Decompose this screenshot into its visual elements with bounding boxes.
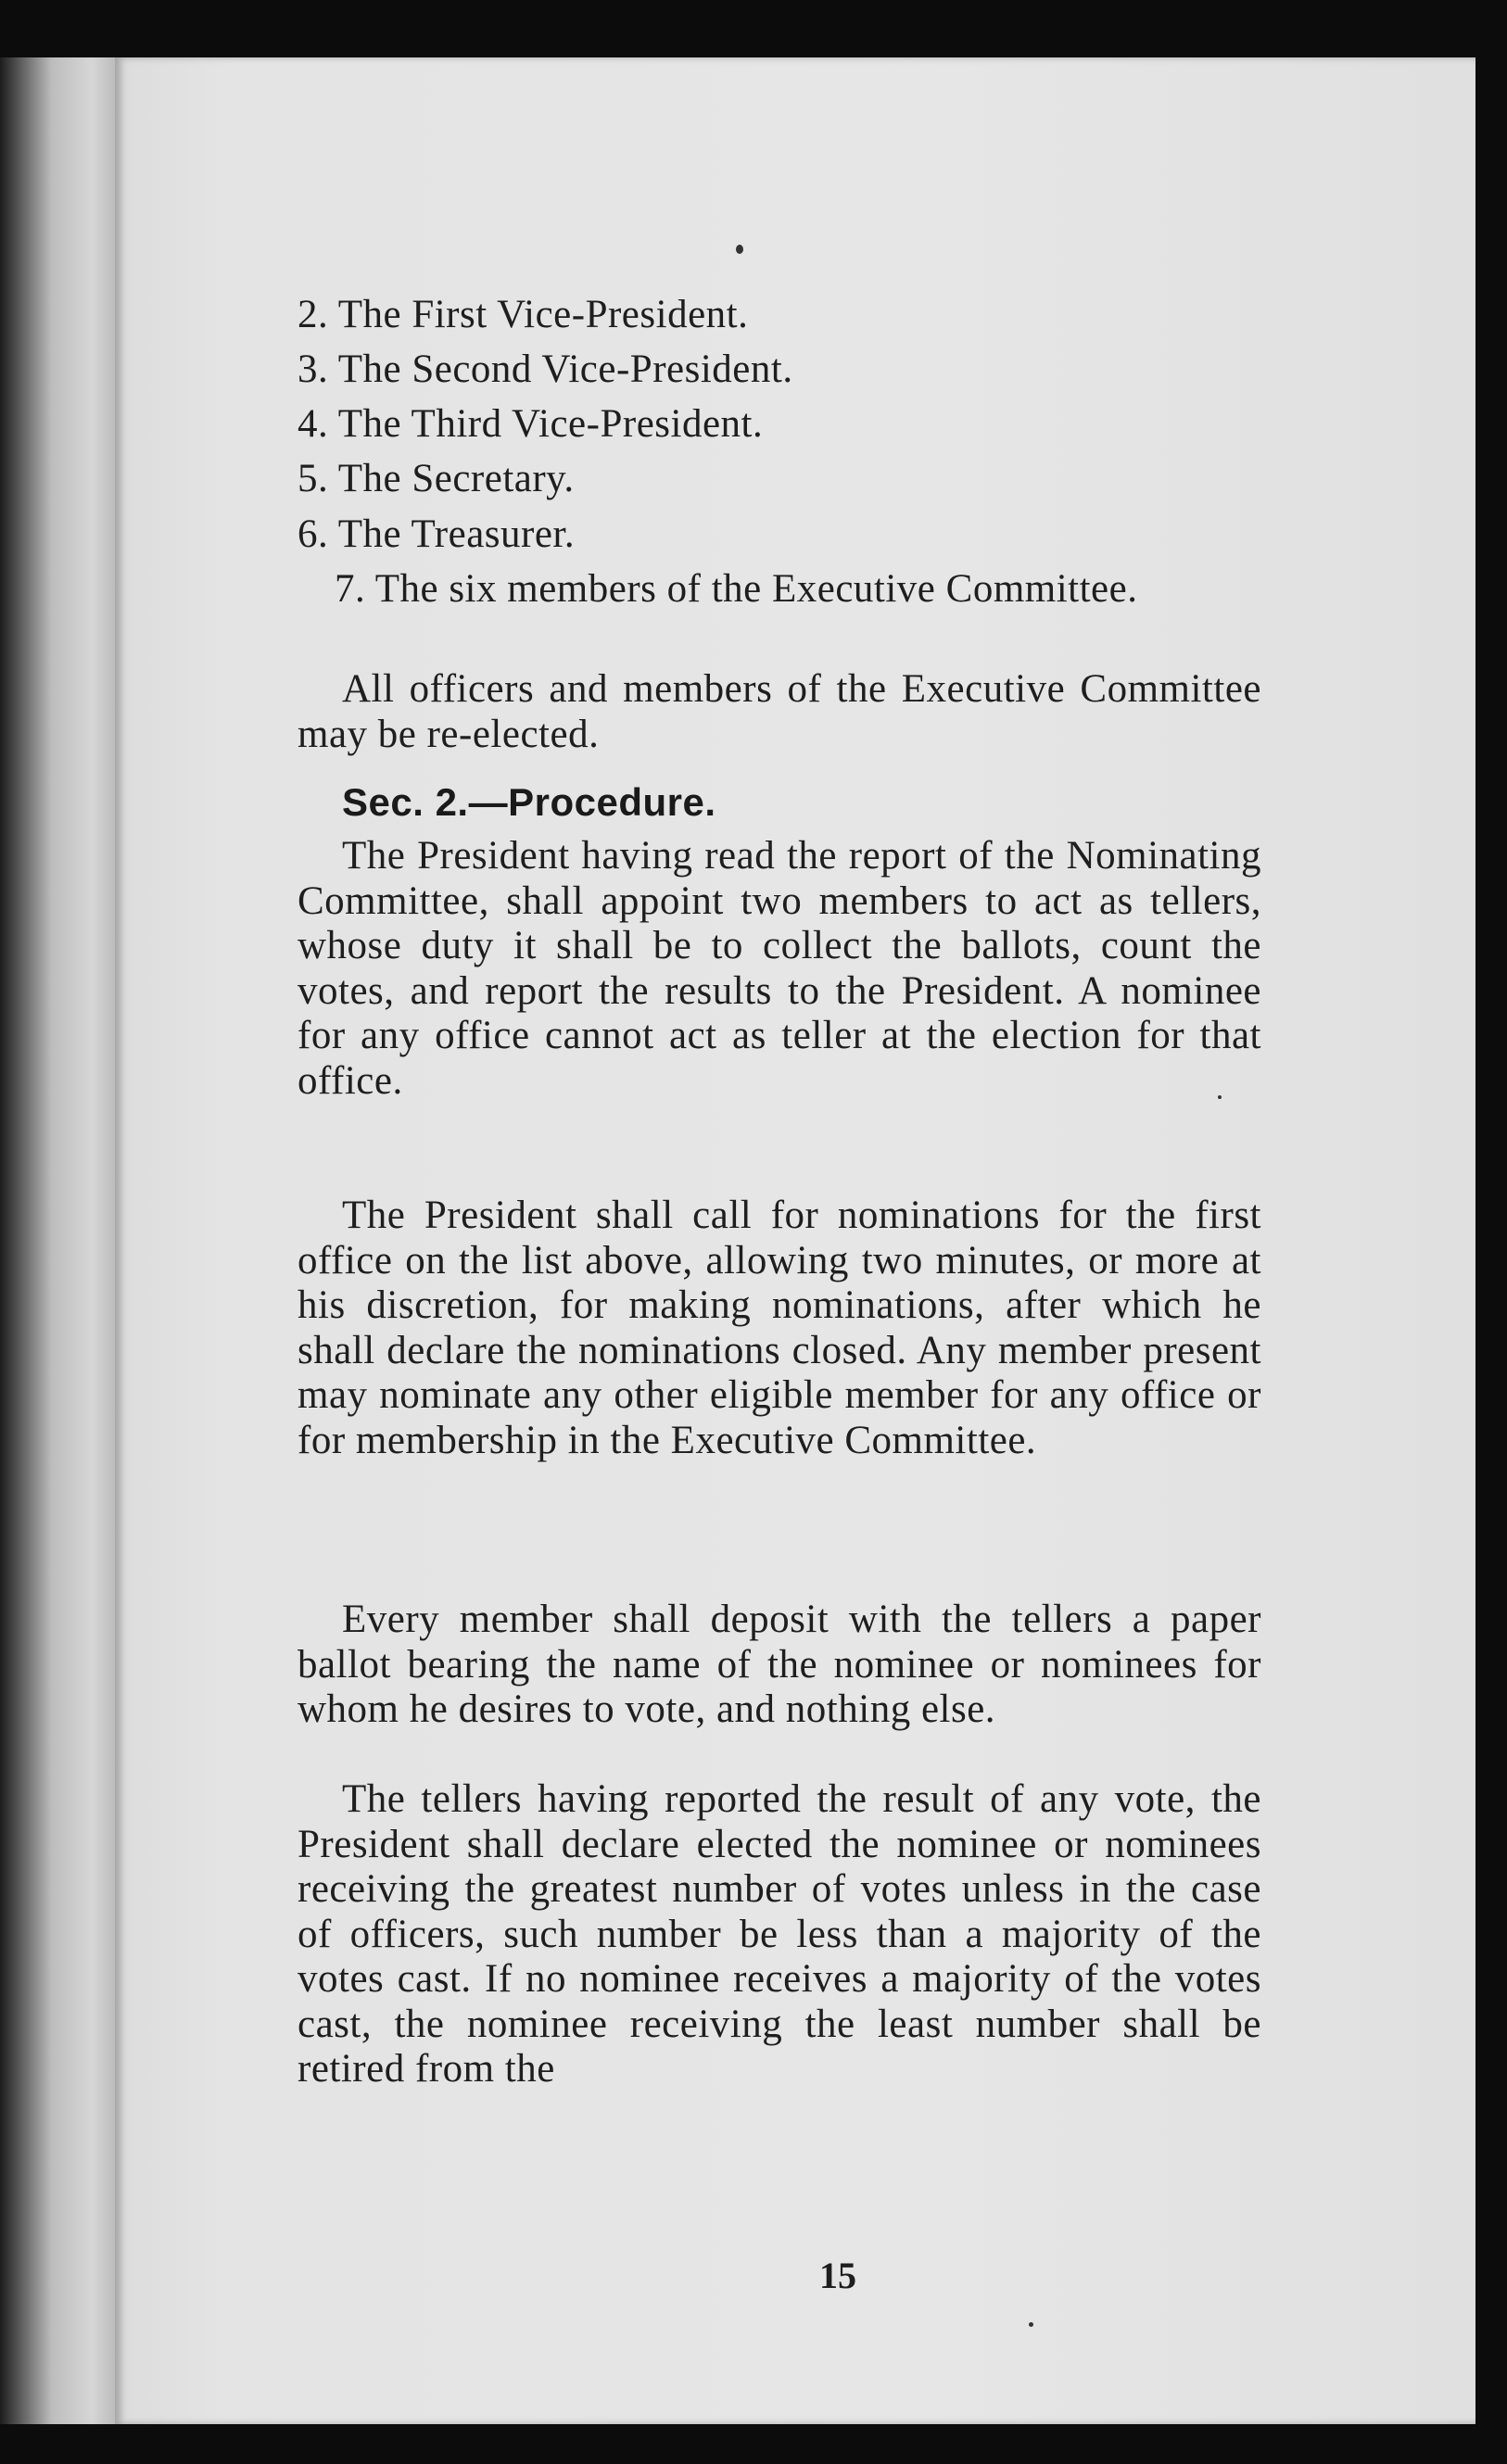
paragraph-ballot: Every member shall deposit with the tellers a paper ballot bearing the name of the nominee or nominees for whom he desires to vote, and nothing else. [298,1598,1261,1731]
list-item-secretary: 5. The Secretary. [298,457,575,500]
section-heading: Sec. 2.—Procedure. [342,780,716,824]
list-item-third-vice-president: 4. The Third Vice-President. [298,402,764,446]
list-item-second-vice-president: 3. The Second Vice-President. [298,347,793,391]
book-page [115,57,1475,2424]
list-item-treasurer: 6. The Treasurer. [298,512,576,556]
list-item-executive-committee: 7. The six members of the Executive Committee. [335,567,1138,611]
paragraph-tellers: The President having read the report of the Nominating Committee, shall appoint two members to act as tellers, whose duty it shall be to collect the ballots, count the votes, and report the results to the President. A nominee for any office cannot act as teller at the election for that office. [298,834,1261,1103]
page-number: 15 [819,2255,856,2296]
list-item-first-vice-president: 2. The First Vice-President. [298,293,749,336]
ink-speck [1029,2322,1033,2327]
paragraph-reelection: All officers and members of the Executive Committee may be re-elected. [298,667,1261,756]
paragraph-nominations: The President shall call for nominations for the first office on the list above, allowing two minutes, or more at his discretion, for making nominations, after which he shall declare the nominations closed. Any member present may nominate any other eligible member for any office or for membership in the Executive Committee. [298,1194,1261,1462]
paragraph-result: The tellers having reported the result of any vote, the President shall declare elected the nominee or nominees receiving the greatest number of votes unless in the case of officers, such number be less than a majority of the votes cast. If no nominee receives a majority of the votes cast, the nominee receiving the least number shall be retired from the [298,1777,1261,2091]
ink-speck [736,245,743,254]
previous-page-edge [0,57,115,2424]
